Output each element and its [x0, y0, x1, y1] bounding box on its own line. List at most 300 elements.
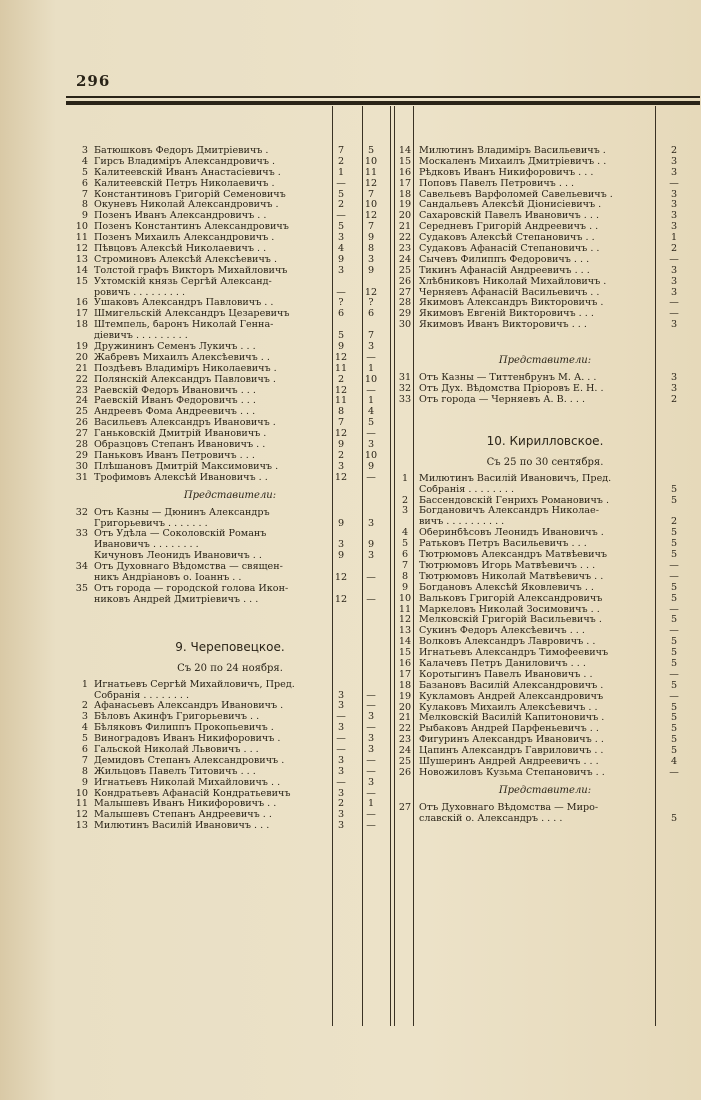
member-name: Кондратьевъ Афанасій Кондратьевичъ — [94, 788, 291, 799]
list-item — [395, 724, 695, 735]
list-item — [395, 692, 695, 703]
row-number: 14 — [398, 145, 412, 156]
member-name: Полянскій Александръ Павловичъ . — [94, 374, 276, 385]
right-column — [395, 146, 695, 825]
member-name: Ганьковскій Дмитрій Ивановичъ . — [94, 429, 267, 440]
member-name: Богдановичъ Александръ Николае- — [419, 506, 599, 517]
member-name: Середневъ Григорій Андреевичъ . . — [419, 222, 599, 233]
member-name: Жильцовъ Павелъ Титовичъ . . . — [94, 766, 256, 777]
votes-against: 4 — [367, 406, 375, 418]
column-rule — [390, 106, 391, 1026]
votes-for: 7 — [337, 417, 345, 429]
list-item — [395, 550, 695, 561]
votes-value: 5 — [670, 734, 678, 746]
votes-against: — — [366, 428, 376, 440]
row-number: 27 — [398, 801, 412, 813]
row-number: 15 — [398, 155, 412, 167]
representatives-heading: Представители: — [498, 355, 592, 367]
row-number: 8 — [81, 199, 88, 211]
votes-value: 3 — [670, 221, 678, 233]
list-item — [395, 190, 695, 201]
row-number: 27 — [398, 286, 412, 298]
votes-for: 11 — [334, 395, 348, 407]
member-name: діевичъ . . . . . . . . . — [94, 331, 188, 342]
row-number: 28 — [75, 439, 88, 451]
member-name: Якимовъ Иванъ Викторовичъ . . . — [419, 320, 587, 331]
row-number: 6 — [401, 549, 409, 561]
member-name: Малышевъ Иванъ Никифоровичъ . . — [94, 799, 277, 810]
list-item — [395, 309, 695, 320]
votes-for: 4 — [337, 243, 345, 255]
list-item — [70, 680, 390, 691]
list-item — [395, 200, 695, 211]
votes-for: 12 — [334, 428, 348, 440]
row-number: 35 — [75, 582, 88, 594]
votes-against: 7 — [367, 221, 375, 233]
member-name: Хлѣбниковъ Николай Михайловичъ . — [419, 276, 607, 287]
list-item — [395, 517, 695, 528]
row-number: 18 — [398, 188, 412, 200]
list-item — [395, 211, 695, 222]
member-name: никъ Андріановъ о. Іоаннъ . . — [94, 572, 242, 583]
votes-against: — — [366, 384, 376, 396]
votes-against: 12 — [364, 286, 378, 298]
votes-against: 9 — [367, 232, 375, 244]
row-number: 23 — [398, 734, 412, 746]
row-number: 19 — [75, 341, 88, 353]
row-number: 7 — [401, 559, 409, 571]
list-item — [395, 768, 695, 779]
list-item — [395, 298, 695, 309]
votes-value: 5 — [670, 679, 678, 691]
row-number: 8 — [81, 765, 88, 777]
member-name: вичъ . . . . . . . . . . — [419, 517, 505, 528]
representatives-heading: Представители: — [498, 784, 592, 796]
member-name: Черняевъ Афанасій Васильевичъ . . — [419, 287, 600, 298]
votes-for: 2 — [337, 798, 345, 810]
row-number: 9 — [401, 581, 409, 593]
row-number: 2 — [401, 494, 409, 506]
row-number: 5 — [401, 538, 409, 550]
member-name: Калитеевскій Иванъ Анастасіевичъ . — [94, 167, 281, 178]
row-number: 34 — [75, 561, 88, 573]
votes-value: 1 — [670, 232, 678, 244]
votes-value: 3 — [670, 264, 678, 276]
votes-for: 9 — [337, 550, 345, 562]
member-name: Милютинъ Владиміръ Васильевичъ . — [419, 146, 606, 156]
votes-for: 12 — [334, 571, 348, 583]
row-number: 26 — [398, 275, 412, 287]
votes-against: 10 — [364, 449, 378, 461]
member-name: Рѣдковъ Иванъ Никифоровичъ . . . — [419, 167, 594, 178]
row-number: 30 — [398, 319, 412, 331]
row-number: 23 — [398, 243, 412, 255]
member-name: Толстой графъ Викторъ Михайловичъ — [94, 265, 288, 276]
votes-value: 5 — [670, 592, 678, 604]
votes-for: 3 — [337, 460, 345, 472]
row-number: 4 — [401, 527, 409, 539]
votes-against: — — [366, 722, 376, 734]
member-name: Отъ Казны — Титтенбрунъ М. А. . . — [419, 373, 597, 384]
member-name: Бѣловъ Акинфъ Григорьевичъ . . — [94, 712, 260, 723]
row-number: 10 — [75, 221, 88, 233]
votes-for: — — [336, 210, 346, 222]
member-name: никовъ Андрей Дмитріевичъ . . . — [94, 594, 259, 605]
row-number: 33 — [75, 528, 88, 540]
row-number: 4 — [81, 722, 88, 734]
votes-for: 2 — [337, 373, 345, 385]
votes-against: 10 — [364, 155, 378, 167]
list-item — [395, 626, 695, 637]
list-item — [70, 573, 390, 584]
votes-against: 3 — [367, 733, 375, 745]
row-number: 18 — [398, 679, 412, 691]
row-number: 14 — [398, 636, 412, 648]
member-name: Тютрюмовъ Николай Матвѣевичъ . . — [419, 571, 604, 582]
votes-for: — — [336, 733, 346, 745]
member-name: Мелковскій Василій Капитоновичъ . — [419, 713, 605, 724]
member-name: Дружининъ Семенъ Лукичъ . . . — [94, 342, 256, 353]
votes-for: 8 — [337, 406, 345, 418]
row-number: 12 — [75, 809, 88, 821]
representatives-heading: Представители: — [183, 489, 277, 501]
member-name: Собранія . . . . . . . . — [94, 690, 190, 701]
list-item — [70, 767, 390, 778]
row-number: 31 — [398, 372, 412, 384]
votes-for: 9 — [337, 517, 345, 529]
votes-for: 2 — [337, 155, 345, 167]
member-name: ровичъ . . . . . . . . . — [94, 287, 186, 298]
row-number: 15 — [398, 647, 412, 659]
section-date: Съ 25 по 30 сентября. — [486, 456, 604, 468]
row-number: 5 — [81, 733, 88, 745]
list-item — [70, 309, 390, 320]
votes-for: 3 — [337, 689, 345, 701]
votes-value: 5 — [670, 657, 678, 669]
list-item — [395, 146, 695, 157]
row-number: 16 — [398, 657, 412, 669]
votes-against: 5 — [367, 145, 375, 156]
member-name: Сукинъ Федоръ Алексѣевичъ . . . — [419, 626, 585, 637]
row-number: 13 — [75, 253, 88, 265]
votes-against: 3 — [367, 253, 375, 265]
list-item — [70, 277, 390, 288]
votes-value: 2 — [670, 243, 678, 255]
member-name: Поповъ Павелъ Петровичъ . . . — [419, 178, 575, 189]
votes-for: 5 — [337, 330, 345, 342]
votes-value: 5 — [670, 614, 678, 626]
votes-against: 3 — [367, 341, 375, 353]
list-item — [395, 648, 695, 659]
votes-for: 9 — [337, 439, 345, 451]
list-item — [70, 519, 390, 530]
member-name: Игнатьевъ Александръ Тимофеевичъ — [419, 648, 609, 659]
votes-for: 3 — [337, 722, 345, 734]
member-name: Поздѣевъ Владиміръ Николаевичъ . — [94, 363, 277, 374]
top-rule-thin — [66, 96, 700, 98]
member-name: Отъ Казны — Дюнинъ Александръ — [94, 507, 270, 518]
member-name: Гирсъ Владиміръ Александровичъ . — [94, 156, 276, 167]
votes-value: 3 — [670, 275, 678, 287]
member-name: Игнатьевъ Сергѣй Михайловичъ, Пред. — [94, 679, 295, 690]
votes-value: 3 — [670, 210, 678, 222]
member-name: Бѣляковъ Филиппъ Прокопьевичъ . — [94, 723, 274, 734]
list-item — [395, 288, 695, 299]
row-number: 3 — [401, 505, 409, 517]
list-item — [395, 583, 695, 594]
member-name: Цапинъ Александръ Гавриловичъ . . — [419, 746, 604, 757]
row-number: 25 — [398, 264, 412, 276]
member-name: Паньковъ Иванъ Петровичъ . . . — [94, 450, 255, 461]
votes-against: 5 — [367, 417, 375, 429]
votes-against: 10 — [364, 199, 378, 211]
row-number: 10 — [75, 787, 88, 799]
row-number: 28 — [398, 297, 412, 309]
member-name: Сахаровскій Павелъ Ивановичъ . . . — [419, 211, 599, 222]
member-name: Андреевъ Фома Андреевичъ . . . — [94, 407, 256, 418]
votes-value: — — [669, 177, 679, 189]
member-name: Новожиловъ Кузьма Степановичъ . . — [419, 767, 605, 778]
member-name: Васильевъ Александръ Ивановичъ . — [94, 418, 276, 429]
member-name: Образцовъ Степанъ Ивановичъ . . — [94, 440, 266, 451]
votes-value: — — [669, 570, 679, 582]
member-name: Тикинъ Афанасій Андреевичъ . . . — [419, 265, 590, 276]
row-number: 17 — [398, 668, 412, 680]
votes-against: 3 — [367, 711, 375, 723]
list-item — [395, 605, 695, 616]
votes-value: 5 — [670, 538, 678, 550]
votes-value: — — [669, 308, 679, 320]
row-number: 9 — [81, 776, 88, 788]
votes-for: 3 — [337, 820, 345, 832]
votes-against: — — [366, 351, 376, 363]
row-number: 6 — [81, 177, 88, 189]
row-number: 26 — [398, 766, 412, 778]
votes-against: 12 — [364, 177, 378, 189]
row-number: 26 — [75, 417, 88, 429]
member-name: Ухтомскій князь Сергѣй Александ- — [94, 276, 272, 287]
votes-value: — — [669, 766, 679, 778]
votes-against: 9 — [367, 539, 375, 551]
member-name: Трофимовъ Алексѣй Ивановичъ . . — [94, 472, 268, 483]
votes-against: 11 — [364, 166, 378, 178]
list-item — [70, 375, 390, 386]
row-number: 1 — [401, 472, 409, 484]
list-item — [395, 373, 695, 384]
member-name: Оберинбѣсовъ Леонидъ Ивановичъ . — [419, 528, 604, 539]
list-item — [70, 595, 390, 606]
spacer — [70, 606, 390, 636]
member-name: Григорьевичъ . . . . . . . — [94, 518, 208, 529]
list-item — [70, 778, 390, 789]
spacer — [395, 331, 695, 349]
votes-for: 1 — [337, 166, 345, 178]
member-name: Богдановъ Алексѣй Яковлевичъ . . — [419, 582, 594, 593]
votes-against: 10 — [364, 373, 378, 385]
row-number: 7 — [81, 754, 88, 766]
list-item — [395, 561, 695, 572]
list-item — [395, 572, 695, 583]
votes-value: 3 — [670, 286, 678, 298]
votes-for: 3 — [337, 809, 345, 821]
votes-value: 5 — [670, 636, 678, 648]
votes-against: 3 — [367, 743, 375, 755]
member-name: Милютинъ Василій Ивановичъ, Пред. — [419, 473, 612, 484]
member-name: Раевскій Иванъ Федоровичъ . . . — [94, 396, 256, 407]
votes-against: — — [366, 689, 376, 701]
member-name: Демидовъ Степанъ Александровичъ . — [94, 755, 285, 766]
row-number: 11 — [398, 603, 412, 615]
votes-against: 9 — [367, 460, 375, 472]
row-number: 17 — [75, 308, 88, 320]
votes-against: — — [366, 754, 376, 766]
votes-against: 1 — [367, 362, 375, 374]
list-item — [70, 821, 390, 832]
member-name: Виноградовъ Иванъ Никифоровичъ . — [94, 734, 281, 745]
row-number: 9 — [81, 210, 88, 222]
member-name: Рыбаковъ Андрей Парфеньевичъ . . — [419, 724, 599, 735]
member-name: Калачевъ Петръ Даниловичъ . . . — [419, 658, 586, 669]
row-number: 20 — [398, 701, 412, 713]
row-number: 6 — [81, 743, 88, 755]
member-name: Кулаковъ Михаилъ Алексѣевичъ . . — [419, 702, 598, 713]
row-number: 30 — [75, 460, 88, 472]
member-name: Милютинъ Василій Ивановичъ . . . — [94, 821, 270, 832]
row-number: 29 — [75, 449, 88, 461]
member-name: Якимовъ Александръ Викторовичъ . — [419, 298, 604, 309]
votes-value: — — [669, 559, 679, 571]
votes-value: 4 — [670, 755, 678, 767]
list-item — [395, 179, 695, 190]
row-number: 24 — [398, 745, 412, 757]
section-date: Съ 20 по 24 ноября. — [177, 662, 283, 674]
row-number: 3 — [81, 145, 88, 156]
votes-value: 2 — [670, 516, 678, 528]
row-number: 5 — [81, 166, 88, 178]
votes-for: — — [336, 743, 346, 755]
list-item — [395, 233, 695, 244]
list-item — [395, 277, 695, 288]
votes-value: 5 — [670, 812, 678, 824]
votes-for: 2 — [337, 449, 345, 461]
member-name: Сычевъ Филиппъ Федоровичъ . . . — [419, 254, 590, 265]
votes-value: 5 — [670, 745, 678, 757]
row-number: 20 — [398, 210, 412, 222]
list-item — [395, 615, 695, 626]
member-name: Якимовъ Евгеній Викторовичъ . . . — [419, 309, 594, 320]
votes-value: — — [669, 690, 679, 702]
list-item — [395, 222, 695, 233]
votes-for: 3 — [337, 754, 345, 766]
votes-for: 11 — [334, 362, 348, 374]
list-item — [395, 496, 695, 507]
votes-for: 2 — [337, 199, 345, 211]
list-item — [395, 384, 695, 395]
member-name: Тютрюмовъ Александръ Матвѣевичъ — [419, 550, 608, 561]
list-item — [395, 681, 695, 692]
votes-against: — — [366, 471, 376, 483]
votes-value: 3 — [670, 372, 678, 384]
row-number: 19 — [398, 199, 412, 211]
member-name: Строминовъ Алексѣй Алексѣевичъ . — [94, 254, 277, 265]
votes-value: — — [669, 603, 679, 615]
row-number: 16 — [398, 166, 412, 178]
row-number: 20 — [75, 351, 88, 363]
list-item — [70, 551, 390, 562]
member-name: Гальской Николай Львовичъ . . . — [94, 744, 259, 755]
votes-value: 3 — [670, 383, 678, 395]
row-number: 11 — [75, 232, 88, 244]
votes-against: — — [366, 820, 376, 832]
votes-against: ? — [368, 297, 374, 309]
member-name: Плѣшановъ Дмитрій Максимовичъ . — [94, 461, 279, 472]
list-item — [395, 803, 695, 814]
member-name: Собранія . . . . . . . . — [419, 484, 515, 495]
votes-value: 3 — [670, 166, 678, 178]
row-number: 27 — [75, 428, 88, 440]
member-name: Базановъ Василій Александровичъ . — [419, 680, 604, 691]
votes-for: 12 — [334, 471, 348, 483]
list-item — [395, 757, 695, 768]
top-rule-thick — [66, 101, 700, 105]
member-name: Ивановичъ . . . . . . . . — [94, 540, 199, 551]
member-name: Вальковъ Григорій Александровичъ — [419, 593, 603, 604]
member-name: Афанасьевъ Александръ Ивановичъ . — [94, 701, 284, 712]
row-number: 22 — [398, 232, 412, 244]
list-item — [395, 713, 695, 724]
member-name: Сандальевъ Алексѣй Діонисіевичъ . — [419, 200, 602, 211]
row-number: 25 — [75, 406, 88, 418]
votes-against: 3 — [367, 550, 375, 562]
votes-against: 6 — [367, 308, 375, 320]
member-name: Шушеринъ Андрей Андреевичъ . . . — [419, 756, 599, 767]
list-item — [395, 735, 695, 746]
row-number: 22 — [398, 723, 412, 735]
votes-value: 2 — [670, 393, 678, 405]
votes-against: 1 — [367, 798, 375, 810]
votes-value: — — [669, 625, 679, 637]
member-name: Отъ города — городской голова Икон- — [94, 583, 289, 594]
row-number: 10 — [398, 592, 412, 604]
votes-against: — — [366, 571, 376, 583]
row-number: 21 — [398, 221, 412, 233]
list-item — [395, 528, 695, 539]
row-number: 4 — [81, 155, 88, 167]
list-item — [395, 395, 695, 406]
member-name: Ушаковъ Александръ Павловичъ . . — [94, 298, 274, 309]
row-number: 25 — [398, 755, 412, 767]
member-name: Отъ Дух. Вѣдомства Пріоровъ Е. Н. . — [419, 384, 604, 395]
row-number: 31 — [75, 471, 88, 483]
member-name: Судаковъ Афанасій Степановичъ . . — [419, 244, 600, 255]
row-number: 13 — [398, 625, 412, 637]
member-name: Отъ города — Черняевъ А. В. . . . — [419, 394, 586, 405]
votes-value: — — [669, 253, 679, 265]
member-name: Жабревъ Михаилъ Алексѣевичъ . . — [94, 352, 270, 363]
section-title: 9. Череповецкое. — [175, 639, 285, 654]
votes-for: — — [336, 177, 346, 189]
row-number: 21 — [398, 712, 412, 724]
list-item — [395, 320, 695, 331]
votes-against: 1 — [367, 395, 375, 407]
member-name: Окуневъ Николай Александровичъ . — [94, 200, 279, 211]
row-number: 33 — [398, 393, 412, 405]
row-number: 14 — [75, 264, 88, 276]
page-number: 296 — [76, 72, 111, 90]
member-name: Малышевъ Степанъ Андреевичъ . . — [94, 810, 272, 821]
votes-for: — — [336, 776, 346, 788]
row-number: 12 — [75, 243, 88, 255]
